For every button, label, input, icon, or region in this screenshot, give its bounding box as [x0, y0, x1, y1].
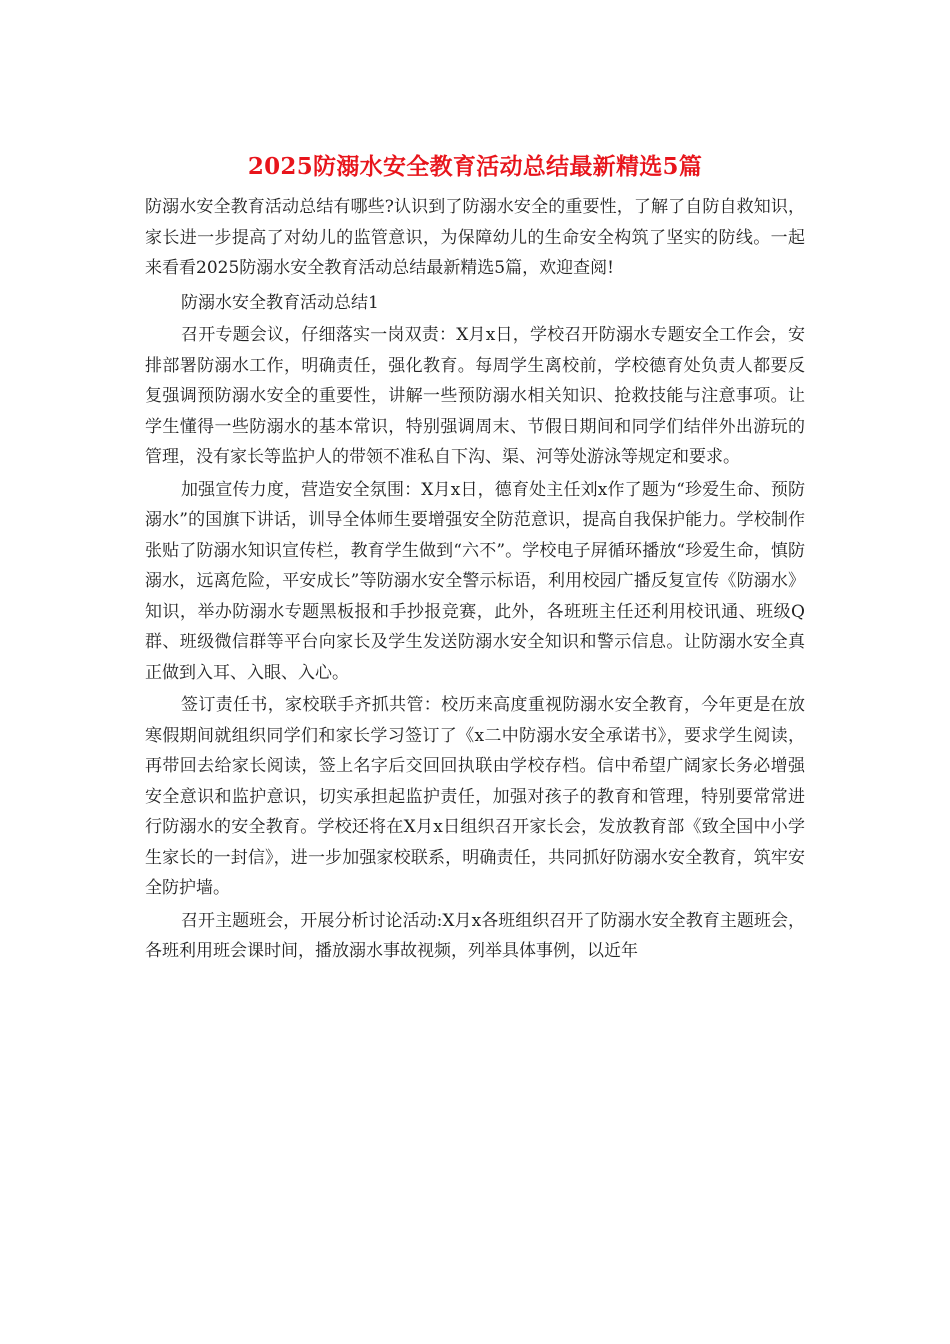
- intro-paragraph: 防溺水安全教育活动总结有哪些?认识到了防溺水安全的重要性，了解了自防自救知识，家长进一步提高了对幼儿的监管意识，为保障幼儿的生命安全构筑了坚实的防线。一起来看看2025防溺水安全教育活动总结最新精选5篇，欢迎查阅!: [145, 197, 805, 278]
- body-paragraph: 召开主题班会，开展分析讨论活动:X月x各班组织召开了防溺水安全教育主题班会，各班利用班会课时间，播放溺水事故视频，列举具体事例，以近年: [145, 910, 805, 961]
- section-heading: 防溺水安全教育活动总结1: [181, 292, 379, 313]
- document-title: 2025防溺水安全教育活动总结最新精选5篇: [247, 153, 703, 180]
- body-paragraph: 召开专题会议，仔细落实一岗双责：X月x日，学校召开防溺水专题安全工作会，安排部署防溺水工作，明确责任，强化教育。每周学生离校前，学校德育处负责人都要反复强调预防溺水安全的重要性，讲解一些预防溺水相关知识、抢救技能与注意事项。让学生懂得一些防溺水的基本常识，特别强调周末、节假日期间和同学们结伴外出游玩的管理，没有家长等监护人的带领不准私自下沟、渠、河等处游泳等规定和要求。: [145, 325, 805, 467]
- body-paragraph: 签订责任书，家校联手齐抓共管：校历来高度重视防溺水安全教育，今年更是在放寒假期间就组织同学们和家长学习签订了《x二中防溺水安全承诺书》，要求学生阅读，再带回去给家长阅读，签上名字后交回回执联由学校存档。信中希望广阔家长务必增强安全意识和监护意识，切实承担起监护责任，加强对孩子的教育和管理，特别要常常进行防溺水的安全教育。学校还将在X月x日组织召开家长会，发放教育部《致全国中小学生家长的一封信》，进一步加强家校联系，明确责任，共同抓好防溺水安全教育，筑牢安全防护墙。: [145, 695, 805, 898]
- document-page: [145, 150, 805, 967]
- body-paragraph: 加强宣传力度，营造安全氛围：X月x日，德育处主任刘x作了题为“珍爱生命、预防溺水”的国旗下讲话，训导全体师生要增强安全防范意识，提高自我保护能力。学校制作张贴了防溺水知识宣传栏，教育学生做到“六不”。学校电子屏循环播放“珍爱生命，慎防溺水，远离危险，平安成长”等防溺水安全警示标语，利用校园广播反复宣传《防溺水》知识，举办防溺水专题黑板报和手抄报竞赛，此外，各班班主任还利用校讯通、班级Q群、班级微信群等平台向家长及学生发送防溺水安全知识和警示信息。让防溺水安全真正做到入耳、入眼、入心。: [145, 479, 805, 683]
